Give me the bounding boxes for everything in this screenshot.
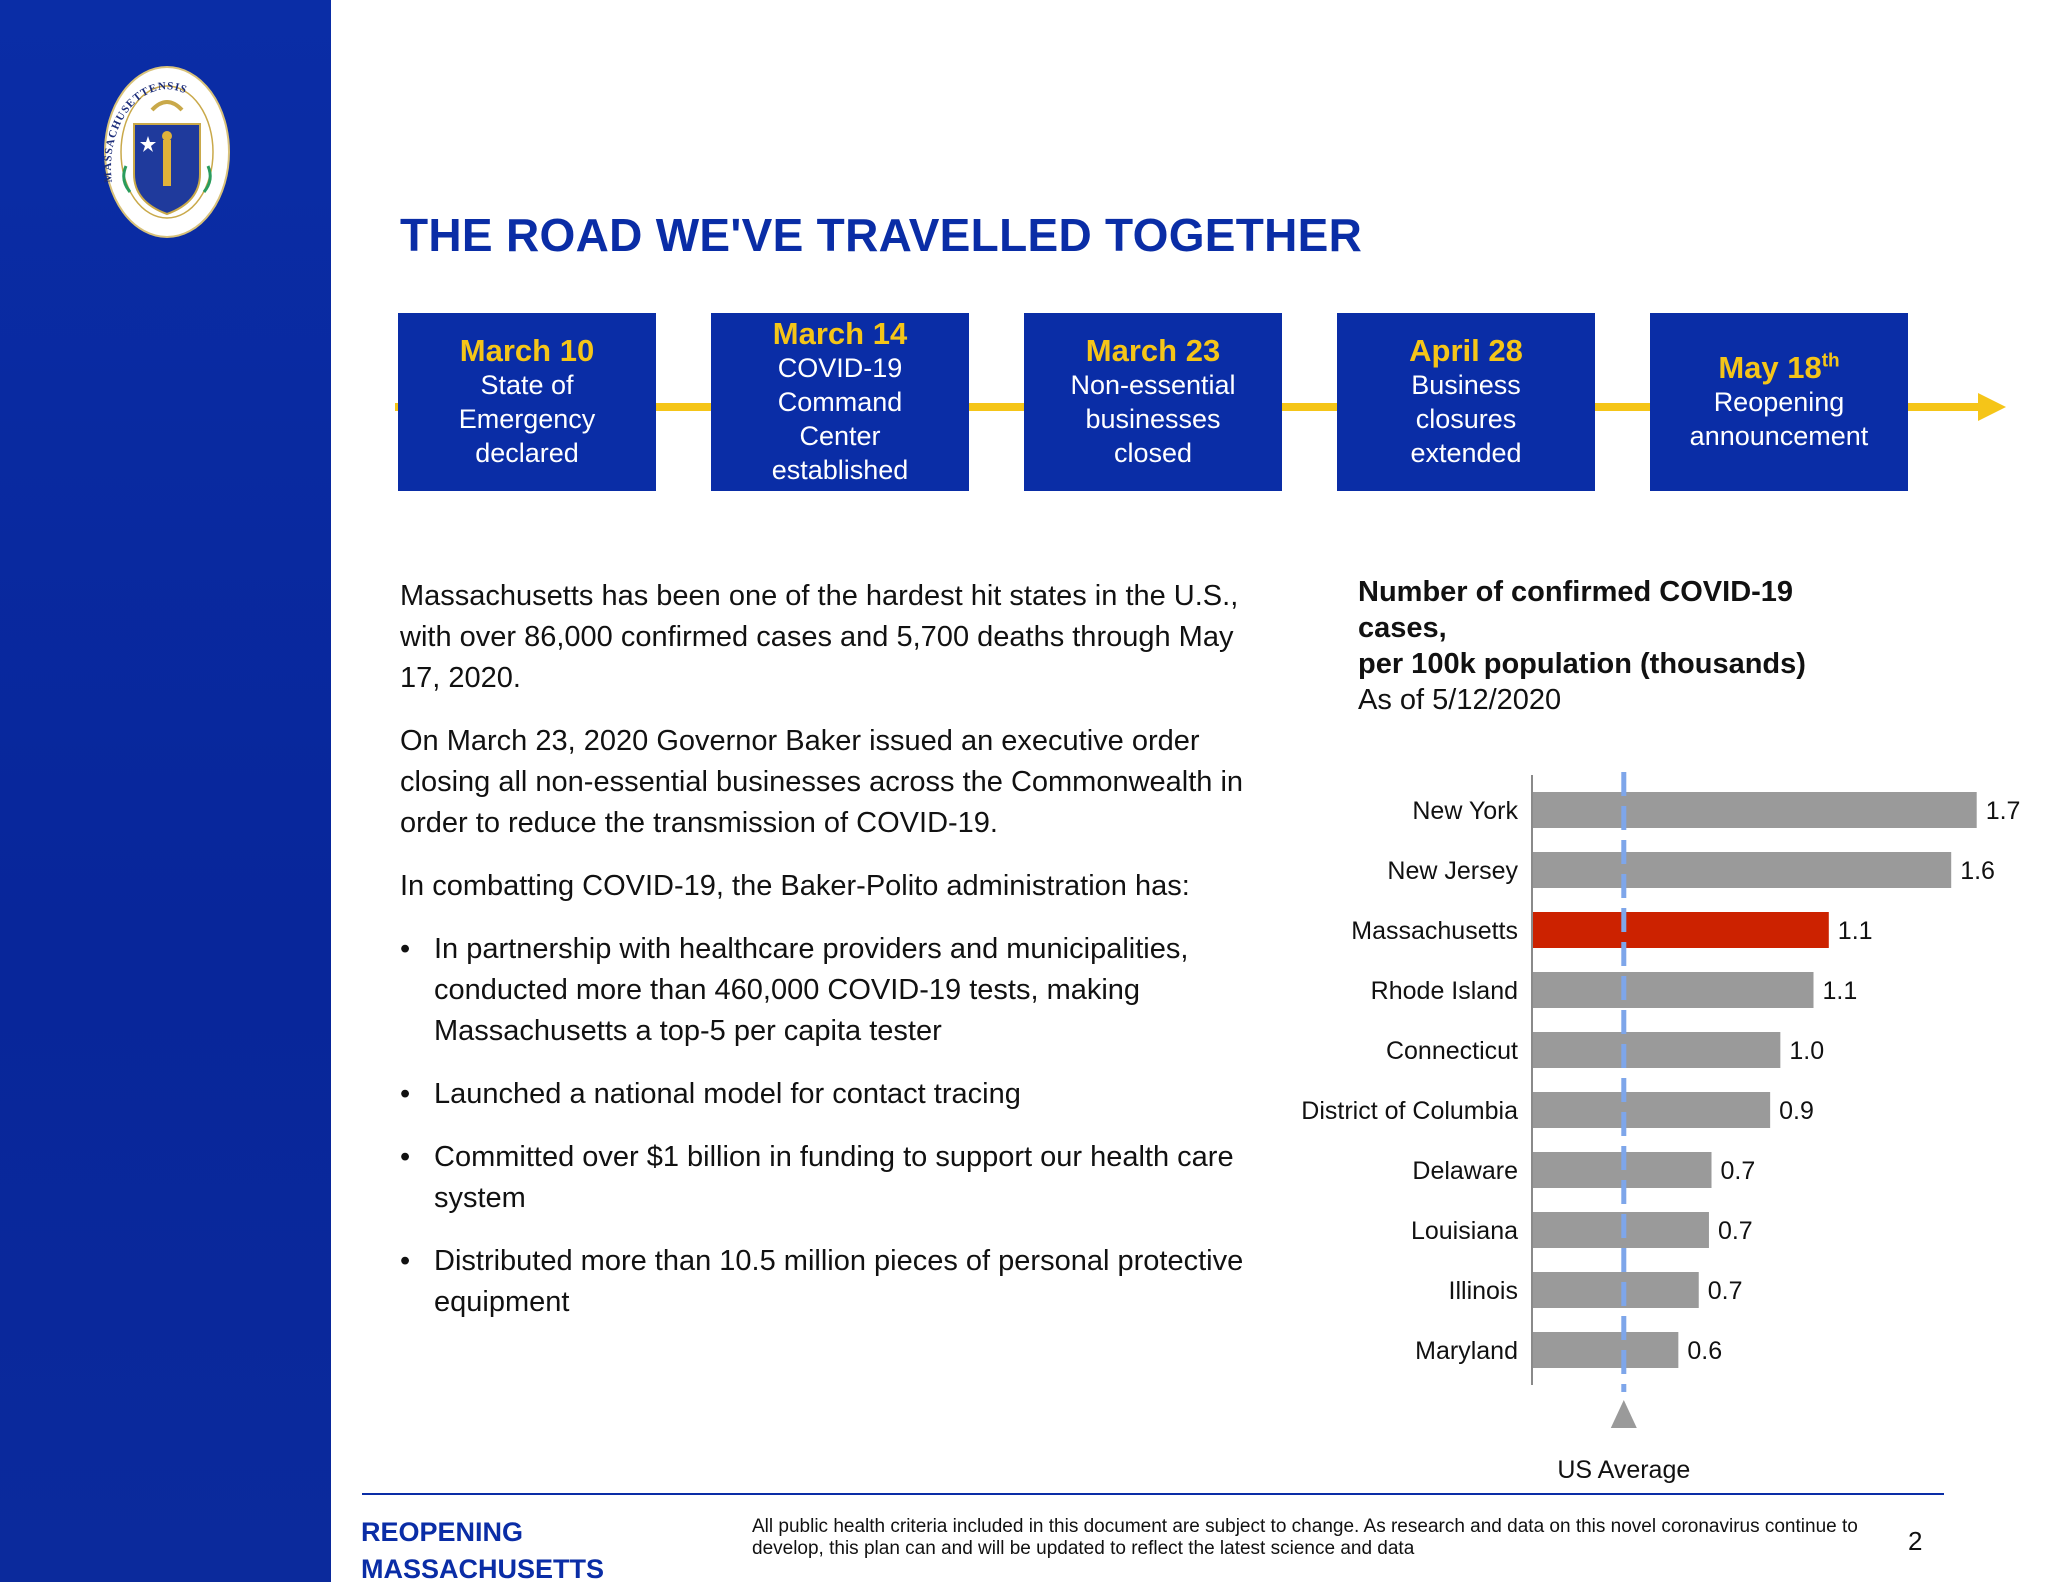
- page-number: 2: [1908, 1526, 1923, 1556]
- bar-rhode-island: [1533, 972, 1814, 1008]
- milestone-date-main: May 18: [1718, 350, 1822, 385]
- value-label-district-of-columbia: 0.9: [1779, 1097, 1814, 1125]
- footer-disclaimer: All public health criteria included in this document are subject to change. As research and data on this novel coronavirus continue to develop, this plan can and will be updated to reflect the latest science and data: [752, 1516, 1858, 1559]
- value-label-massachusetts: 1.1: [1837, 917, 1873, 945]
- list-item-text: Launched a national model for contact tracing: [434, 1078, 1021, 1110]
- footer-brand-line: REOPENING: [361, 1517, 524, 1547]
- chart-title-line: per 100k population (thousands): [1358, 648, 1806, 680]
- list-item-text: Committed over $1 billion in funding to support our health care system: [434, 1141, 1234, 1214]
- footer-brand-line: MASSACHUSETTS: [361, 1554, 605, 1584]
- milestone-text: State of: [480, 370, 574, 400]
- chart-subtitle: As of 5/12/2020: [1358, 684, 1562, 716]
- category-label-louisiana: Louisiana: [1410, 1217, 1518, 1245]
- massachusetts-seal-icon: [100, 62, 234, 242]
- milestone-text: Non-essential: [1070, 370, 1236, 400]
- timeline-milestone-march-14: [711, 313, 969, 491]
- milestone-date: March 14: [772, 316, 908, 351]
- bar-district-of-columbia: [1533, 1092, 1770, 1128]
- bar-maryland: [1533, 1332, 1678, 1368]
- page-title: THE ROAD WE'VE TRAVELLED TOGETHER: [400, 209, 1363, 261]
- milestone-text: declared: [475, 438, 579, 468]
- timeline-arrow-icon: [1978, 393, 2006, 421]
- category-label-massachusetts: Massachusetts: [1351, 917, 1518, 945]
- bullet-icon: •: [400, 933, 411, 965]
- administration-paragraph: In combatting COVID-19, the Baker-Polito administration has:: [400, 870, 1190, 902]
- milestone-text: COVID-19: [777, 353, 903, 383]
- category-label-illinois: Illinois: [1448, 1277, 1518, 1305]
- us-average-marker-icon: [1611, 1400, 1637, 1428]
- category-label-connecticut: Connecticut: [1385, 1037, 1518, 1065]
- milestone-text: Business: [1411, 370, 1521, 400]
- category-label-delaware: Delaware: [1412, 1157, 1518, 1185]
- milestone-text: Reopening: [1713, 387, 1845, 417]
- bullet-icon: •: [400, 1245, 411, 1277]
- milestone-date: [1718, 351, 1839, 385]
- milestone-text: Command: [777, 387, 903, 417]
- bar-illinois: [1533, 1272, 1699, 1308]
- milestone-text: Center: [799, 421, 881, 451]
- category-label-maryland: Maryland: [1415, 1337, 1518, 1365]
- executive-order-paragraph: On March 23, 2020 Governor Baker issued an executive order closing all non-essential businesses across the Commonwealth in order to reduce the transmission of COVID-19.: [400, 725, 1244, 839]
- value-label-new-jersey: 1.6: [1960, 857, 1995, 885]
- cases-bar-chart: [1270, 765, 2021, 1484]
- milestone-date: April 28: [1409, 333, 1523, 368]
- category-label-district-of-columbia: District of Columbia: [1301, 1097, 1518, 1125]
- chart-title: [1358, 574, 1878, 682]
- value-label-connecticut: 1.0: [1789, 1037, 1825, 1065]
- timeline-milestone-march-23: [1024, 313, 1282, 491]
- bullet-icon: •: [400, 1141, 411, 1173]
- milestone-date-suffix: th: [1821, 350, 1840, 372]
- bar-new-jersey: [1533, 852, 1951, 888]
- category-label-new-york: New York: [1412, 797, 1518, 825]
- value-label-rhode-island: 1.1: [1822, 977, 1858, 1005]
- timeline-milestone-may-18: [1650, 313, 1908, 491]
- sidebar-band: [0, 0, 331, 1582]
- value-label-illinois: 0.7: [1707, 1277, 1743, 1305]
- us-average-label: US Average: [1557, 1456, 1691, 1484]
- value-label-new-york: 1.7: [1985, 797, 2021, 825]
- footer-divider: [362, 1493, 1944, 1495]
- list-item-text: In partnership with healthcare providers and municipalities, conducted more than 460,000 COVID-19 tests, making Massachusetts a top-5 per capita tester: [434, 933, 1189, 1047]
- value-label-louisiana: 0.7: [1717, 1217, 1753, 1245]
- seal-text: MASSACHUSETTENSIS: [101, 80, 190, 183]
- bullet-icon: •: [400, 1078, 411, 1110]
- milestone-text: extended: [1410, 438, 1522, 468]
- milestone-text: closures: [1415, 404, 1517, 434]
- footer-brand: [361, 1514, 604, 1588]
- milestone-text: closed: [1113, 438, 1193, 468]
- body-text: [400, 576, 1280, 1345]
- list-item-text: Distributed more than 10.5 million pieces of personal protective equipment: [434, 1245, 1244, 1318]
- category-label-rhode-island: Rhode Island: [1370, 977, 1518, 1005]
- list-item: [400, 929, 1280, 1052]
- bar-massachusetts: [1533, 912, 1829, 948]
- list-item: [400, 1137, 1280, 1219]
- chart-title-line: cases,: [1358, 612, 1447, 644]
- category-label-new-jersey: New Jersey: [1387, 857, 1518, 885]
- bar-connecticut: [1533, 1032, 1780, 1068]
- chart-title-line: Number of confirmed COVID-19: [1358, 576, 1794, 608]
- milestone-text: established: [771, 455, 909, 485]
- bar-new-york: [1533, 792, 1977, 828]
- value-label-maryland: 0.6: [1687, 1337, 1723, 1365]
- achievements-list: [400, 929, 1280, 1323]
- timeline-milestone-march-10: [398, 313, 656, 491]
- milestone-text: announcement: [1689, 421, 1869, 451]
- timeline-milestone-april-28: [1337, 313, 1595, 491]
- value-label-delaware: 0.7: [1720, 1157, 1756, 1185]
- milestone-date: March 10: [459, 333, 595, 368]
- intro-paragraph: Massachusetts has been one of the hardest hit states in the U.S., with over 86,000 confirmed cases and 5,700 deaths through May 17, 2020.: [400, 580, 1239, 694]
- milestone-text: businesses: [1085, 404, 1221, 434]
- milestone-text: Emergency: [458, 404, 596, 434]
- list-item: [400, 1074, 1280, 1115]
- milestone-date: March 23: [1085, 333, 1221, 368]
- list-item: [400, 1241, 1280, 1323]
- bar-louisiana: [1533, 1212, 1709, 1248]
